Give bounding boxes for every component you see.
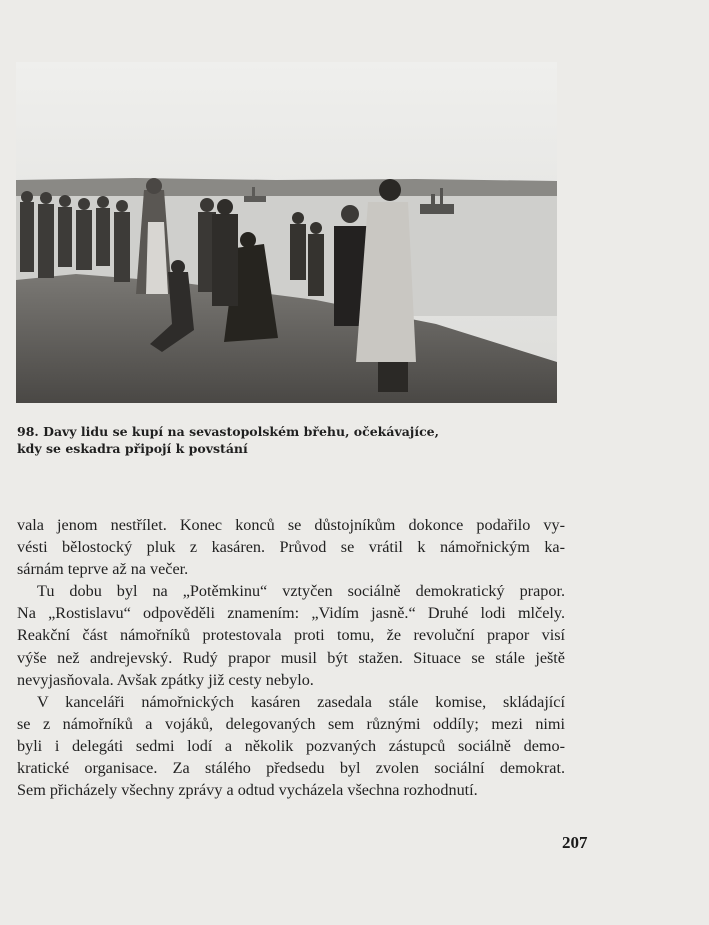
dark-figure-center [212,199,238,306]
text-line: vésti bělostocký pluk z kasáren. Průvod se vrátil k námořnickým ka- [17,538,565,557]
text-line: Na „Rostislavu“ odpověděli znamením: „Vidím jasně.“ Druhé lodi mlčely. [17,604,565,623]
body-text [17,514,565,801]
photo-crowd-on-shore [16,62,557,403]
text-line: Tu dobu byl na „Potěmkinu“ vztyčen sociálně demokratický prapor. [37,582,565,601]
text-line: se z námořníků a vojáků, delegovaných sem různými oddíly; mezi nimi [17,714,565,733]
text-line: vala jenom nestřílet. Konec konců se důstojníkům dokonce podařilo vy- [17,516,565,534]
figure-caption [17,423,557,457]
photo-illustration [16,62,557,403]
page-number: 207 [562,833,588,852]
far-shore [16,178,557,198]
text-line: byli i delegáti sedmi lodí a několik pozvaných zástupců sociálně demo- [17,736,565,755]
text-line: sárnám teprve až na večer. [17,560,189,579]
text-line: kratické organisace. Za stálého předsedu byl zvolen sociální demokrat. [17,759,565,778]
text-line: nevyjasňovala. Avšak zpátky již cesty nebylo. [17,670,314,689]
text-line: Reakční část námořníků protestovala proti tomu, že revoluční prapor visí [17,626,565,645]
text-line: V kanceláři námořnických kasáren zasedala stále komise, skládající [37,692,565,711]
caption-line-1: 98. Davy lidu se kupí na sevastopolském břehu, očekávajíce, [17,424,439,439]
text-line: Sem přicházely všechny zprávy a odtud vycházela všechna rozhodnutí. [17,781,478,800]
text-line: výše než andrejevský. Rudý prapor musil být stažen. Situace se stále ještě [17,648,565,667]
caption-line-2: kdy se eskadra připojí k povstání [17,441,248,456]
